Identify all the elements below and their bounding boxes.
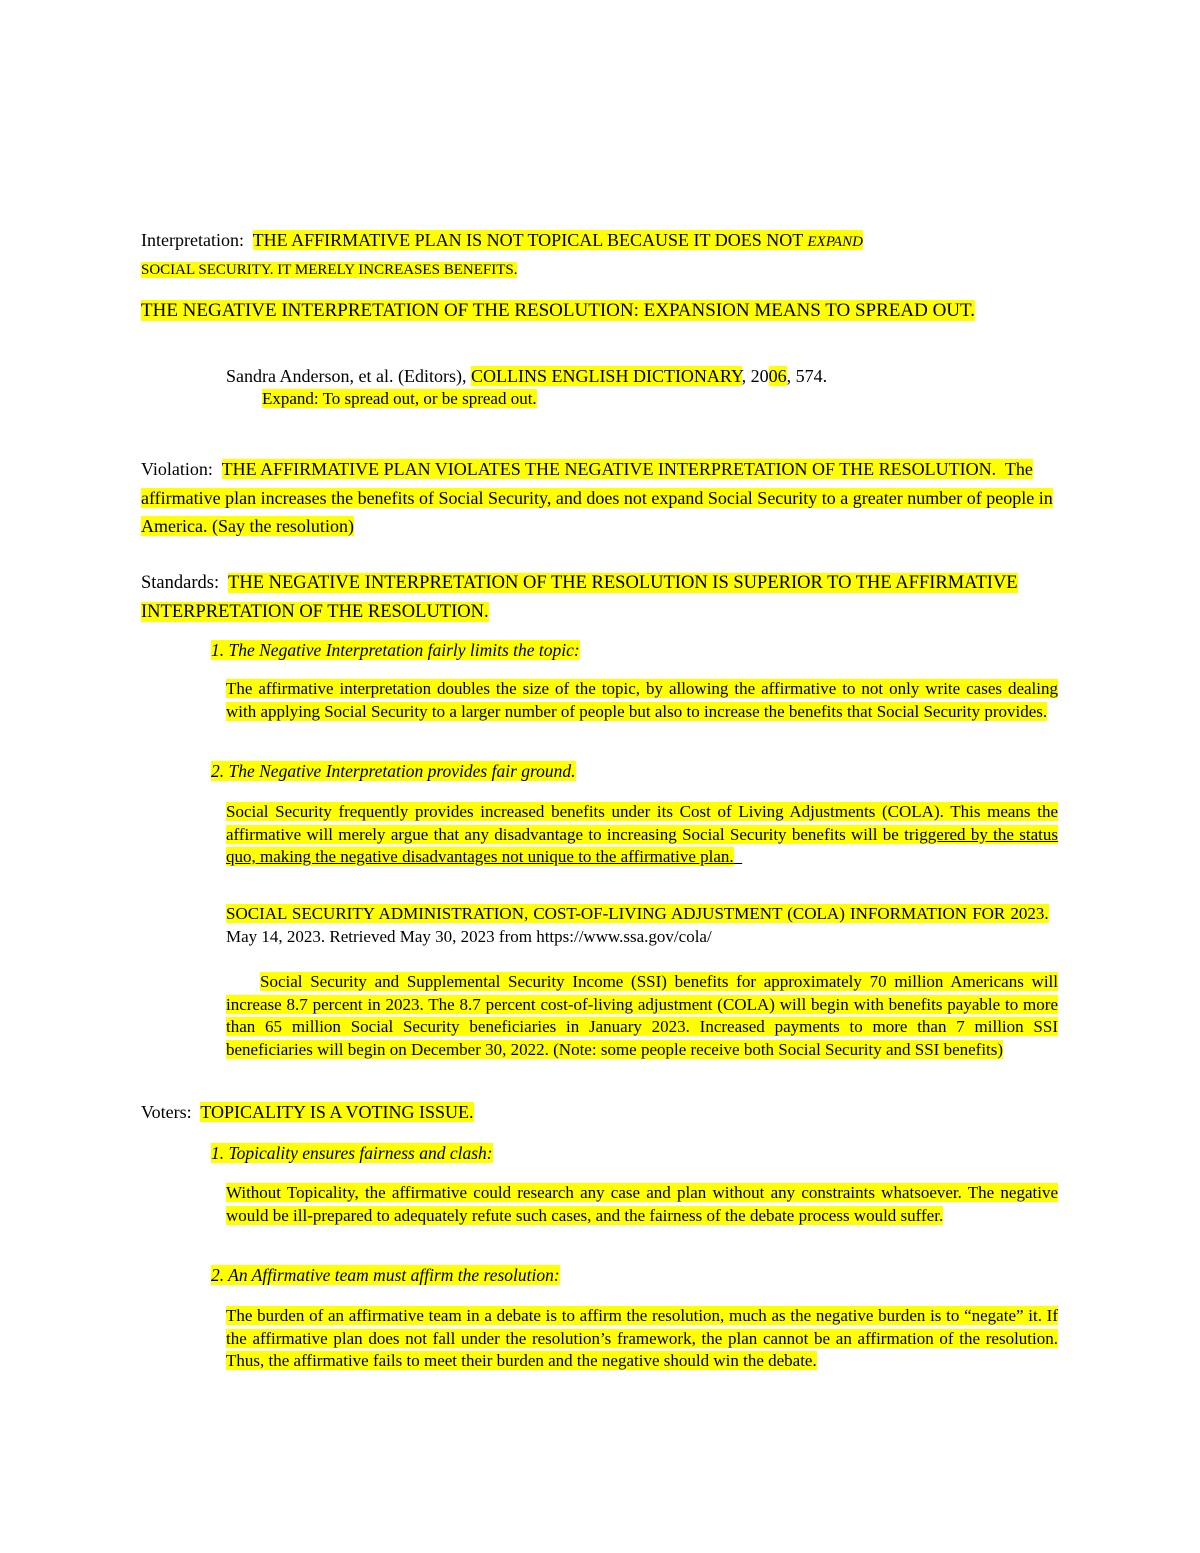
standard-2-body [226,801,1058,869]
standard-2-body-underlined: ggered by the status quo, making the negative disadvantages not unique to the affirmative plan. [226,824,1059,867]
voter-2-heading-text: 2. An Affirmative team must affirm the resolution: [211,1265,560,1285]
interpretation-line [141,229,1061,253]
voter-1-body-text: Without Topicality, the affirmative could research any case and plan without any constraints whatsoever. The negative would be ill-prepared to adequately refute such cases, and the fairness of the debate process would suffer. [226,1183,1058,1225]
violation-body: The affirmative plan increases the benefits of Social Security, and does not expand Social Security to a greater number of people in America. (Say the resolution) [141,459,1053,536]
voter-2-body [226,1305,1058,1373]
voter-2-heading [211,1264,1061,1286]
violation-gap [996,459,1005,479]
violation-headline: THE AFFIRMATIVE PLAN VIOLATES THE NEGATIVE INTERPRETATION OF THE RESOLUTION. [221,459,997,479]
interpretation-label: Interpretation: [141,230,244,250]
standard-2-heading-text: 2. The Negative Interpretation provides fair ground. [211,761,576,781]
violation-label: Violation: [141,459,213,479]
ssa-evidence-text: Social Security and Supplemental Security Income (SSI) benefits for approximately 70 million Americans will increase 8.7 percent in 2023. The 8.7 percent cost-of-living adjustment (COLA) will begin with benefits payable to more than 65 million Social Security beneficiaries in January 2023. Increased payments to more than 7 million SSI beneficiaries will begin on December 30, 2022. (Note: some people receive both Social Security and SSI benefits) [226,972,1058,1060]
voters-label: Voters: [141,1102,192,1122]
interpretation-headline-2: SOCIAL SECURITY. IT MERELY INCREASES BENEFITS. [141,262,518,278]
ssa-citation-source: SOCIAL SECURITY ADMINISTRATION, COST-OF-LIVING ADJUSTMENT (COLA) INFORMATION FOR 2023. [226,904,1049,923]
standards-headline: THE NEGATIVE INTERPRETATION OF THE RESOLUTION IS SUPERIOR TO THE AFFIRMATIVE INTERPRETATION OF THE RESOLUTION. [141,573,1018,622]
negative-interpretation-text: THE NEGATIVE INTERPRETATION OF THE RESOLUTION: EXPANSION MEANS TO SPREAD OUT. [141,300,975,321]
standard-1-heading [211,639,1061,661]
citation-author: Sandra Anderson, et al. (Editors), [226,366,467,386]
voter-1-body [226,1182,1058,1227]
dictionary-definition [262,388,962,410]
citation-page: , 574. [786,366,828,386]
standard-1-body-text: The affirmative interpretation doubles the size of the topic, by allowing the affirmative to not only write cases dealing with applying Social Security to a larger number of people but also to increase the benefits that Social Security provides. [226,679,1058,721]
standard-1-heading-text: 1. The Negative Interpretation fairly limits the topic: [211,640,580,660]
ssa-citation-rest: May 14, 2023. Retrieved May 30, 2023 from https://www.ssa.gov/cola/ [226,926,712,946]
voter-1-heading [211,1142,1061,1164]
interpretation-line-2 [141,259,1061,281]
definition-text: Expand: To spread out, or be spread out. [262,389,537,408]
standard-1-body [226,678,1058,723]
standards-label: Standards: [141,573,220,593]
citation-year-a: 20 [750,366,769,386]
negative-interpretation [141,297,1061,324]
ssa-citation [226,903,1058,948]
voters-headline: TOPICALITY IS A VOTING ISSUE. [200,1102,474,1122]
standard-2-body-text: Social Security frequently provides increased benefits under its Cost of Living Adjustments (COLA). This means the affirmative will merely argue that any disadvantage to increasing Social Security benefits will be tri [226,802,1058,844]
voter-1-heading-text: 1. Topicality ensures fairness and clash: [211,1143,493,1163]
interpretation-emphasis: EXPAND [807,234,863,250]
citation-year-b: 06 [768,366,787,386]
violation-section [141,455,1061,541]
interpretation-headline [253,230,863,250]
ssa-evidence-card [226,971,1058,1062]
standards-section [141,569,1061,626]
voter-2-body-text: The burden of an affirmative team in a debate is to affirm the resolution, much as the negative burden is to “negate” it. If the affirmative plan does not fall under the resolution’s framework, the plan cannot be an affirmation of the resolution. Thus, the affirmative fails to meet their burden and the negative should win the debate. [226,1306,1058,1371]
interpretation-headline-text: THE AFFIRMATIVE PLAN IS NOT TOPICAL BECAUSE IT DOES NOT [252,230,803,250]
citation-source: COLLINS ENGLISH DICTIONARY [470,366,742,386]
standard-2-trailing-space [734,847,743,866]
standard-2-heading [211,760,1061,782]
dictionary-citation: Sandra Anderson, et al. (Editors), COLLINS ENGLISH DICTIONARY, 2006, 574. [226,366,828,386]
voters-section [141,1101,1061,1123]
